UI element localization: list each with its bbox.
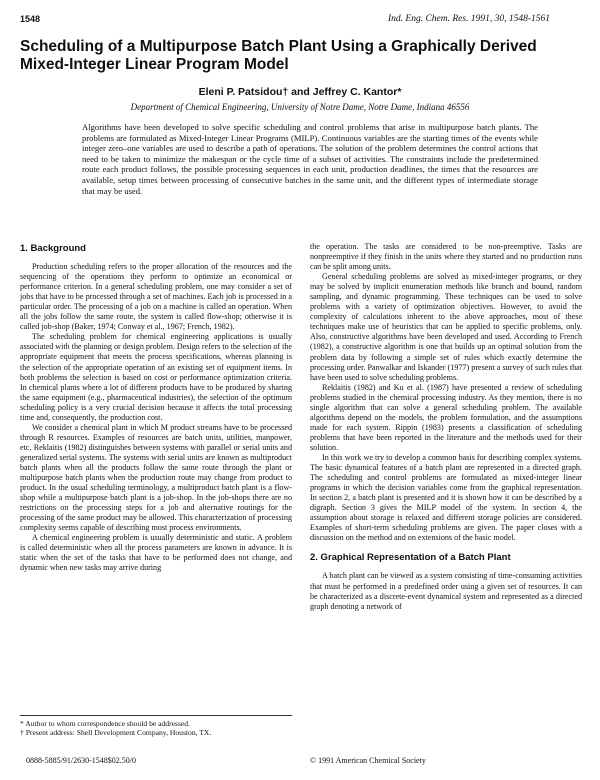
paragraph: The scheduling problem for chemical engineering applications is usually associated with the planning or design problem. Design refers to the selection of the appropriate equipment that meets the process specifications, whereas planning is the selection of the appropriate operation of an existing set of equipment items. In both problems the selection is based on cost or performance optimization criteria. In chemical plants where a lot of different products have to be produced by sharing the same equipment (e.g., pharmaceutical industries), the selection of the optimum scheduling policy is a very crucial decision because it affects the total processing time and, consequently, the production cost. <box>20 332 292 422</box>
paragraph: the operation. The tasks are considered to be non-preemptive. Tasks are nonpreemptive if they finish in the units where they started and no production runs can be split among units. <box>310 242 582 272</box>
paragraph: Reklaitis (1982) and Ku et al. (1987) have presented a review of scheduling problems studied in the chemical processing industry. As they mention, there is no single algorithm that can solve a general scheduling problem. The available algorithms depend on the models, the problem formulation, and the assumptions made for each system. Rippin (1983) presents a classification of scheduling problems that have been reported in the literature and the methods used for their solution. <box>310 382 582 452</box>
left-column <box>20 242 292 574</box>
author-list: Eleni P. Patsidou† and Jeffrey C. Kantor* <box>198 86 402 98</box>
footnotes <box>20 715 292 737</box>
page-number: 1548 <box>20 14 41 24</box>
footnote-present-address: † Present address: Shell Development Company, Houston, TX. <box>20 728 212 737</box>
paragraph: General scheduling problems are solved as mixed-integer programs, or they may be solved by implicit enumeration methods like branch and bound, random sampling, and dynamic programming. These techniques can be used to solve problems with a variety of optimization objectives. However, to avoid the complexity of calculations inherent to the above approaches, most of these techniques make use of heuristics that can be applied to specific problems, only. Also, constructive algorithms have been developed and used. According to French (1982), a constructive algorithm is one that builds up an optimal solution from the problem data by following a simple set of rules which exactly determine the processing order. Panwalkar and Iskander (1977) present a survey of such rules that have been used to solve scheduling problems. <box>310 272 582 382</box>
abstract: Algorithms have been developed to solve specific scheduling and control problems that arise in multipurpose batch plants. The problems are formulated as Mixed-Integer Linear Programs (MILP). Continuous variables are the starting times of the events while integer zero–one variables are used to describe a path of operations. The solution of the problem determines the control actions that need to be taken to minimize the makespan or the cycle time of a subset of activities. The constraints include the predetermined route each product follows, the possible processing sequences in each unit, production deadlines, the times that the resources are available, setup times between processing of consecutive batches in the same unit, and the different types of intermediate storage that may be used. <box>82 122 538 196</box>
paragraph: In this work we try to develop a common basis for describing complex systems. The basic dynamical features of a batch plant are represented in a directed graph. The scheduling and control problems are formulated as mixed-integer linear programs in which the decision variables come from the graphical representation. In section 2, a batch plant is presented and it is shown how it can be described by a digraph. Section 3 gives the MILP model of the system. In section 4, the assumption about storage is relaxed and different storage policies are considered. Examples of short-term scheduling problems are given. The paper closes with a discussion on the method and on extensions of the basic model. <box>310 452 582 543</box>
paragraph: A batch plant can be viewed as a system consisting of time-consuming activities that must be performed in a predefined order using a given set of resources. It can be characterized as a discrete-event dynamical system and represented as a directed graph denoting a network of <box>310 571 582 611</box>
article-title: Scheduling of a Multipurpose Batch Plant Using a Graphically Derived Mixed-Integer Linear Program Model <box>20 38 537 73</box>
paragraph: Production scheduling refers to the proper allocation of the resources and the sequencing of the operations they perform to optimize an economical or performance criterion. In a general scheduling problem, one may consider a set of jobs that have to be processed through a set of machines. Each job is processed in a particular order. The processing of a job on a machine is called an operation. When all the jobs follow the same route, the system is called flow-shop; otherwise it is called job-shop (Baker, 1974; Conway et al., 1967; French, 1982). <box>20 262 292 332</box>
section-heading-graphical-representation: 2. Graphical Representation of a Batch Plant <box>310 552 511 564</box>
author-affiliation: Department of Chemical Engineering, University of Notre Dame, Notre Dame, Indiana 46556 <box>130 102 470 112</box>
right-column <box>310 242 582 612</box>
journal-citation: Ind. Eng. Chem. Res. 1991, 30, 1548-1561 <box>387 14 550 24</box>
paragraph: We consider a chemical plant in which M product streams have to be processed through R resources. Examples of resources are batch units, utilities, manpower, etc. Reklaitis (1982) distinguishes between systems with parallel or serial units and generalized serial systems. The systems with serial units are known as multiproduct batch plants when all the products follow the same route through the plant or multipurpose batch plants when the production route may change from product to product. In the usual scheduling terminology, a multiproduct batch plant is a flow-shop while a multipurpose batch plant is a job-shop. In the job-shops there are no restrictions on the processing steps for a job and alternative routings for the processing of the same product may be allowed. This characterization of processing complexity seems capable of describing most process environments. <box>20 422 292 533</box>
copyright-notice: © 1991 American Chemical Society <box>310 756 426 765</box>
paragraph: A chemical engineering problem is usually deterministic and static. A problem is called deterministic when all the process parameters are known in advance. It is static when the set of the tasks that have to be performed does not change, and dynamic when new tasks may arrive during <box>20 533 292 573</box>
issn-code: 0888-5885/91/2630-1548$02.50/0 <box>26 756 136 765</box>
footnote-corresponding-author: * Author to whom correspondence should be addressed. <box>20 719 190 728</box>
section-heading-background: 1. Background <box>20 243 86 254</box>
